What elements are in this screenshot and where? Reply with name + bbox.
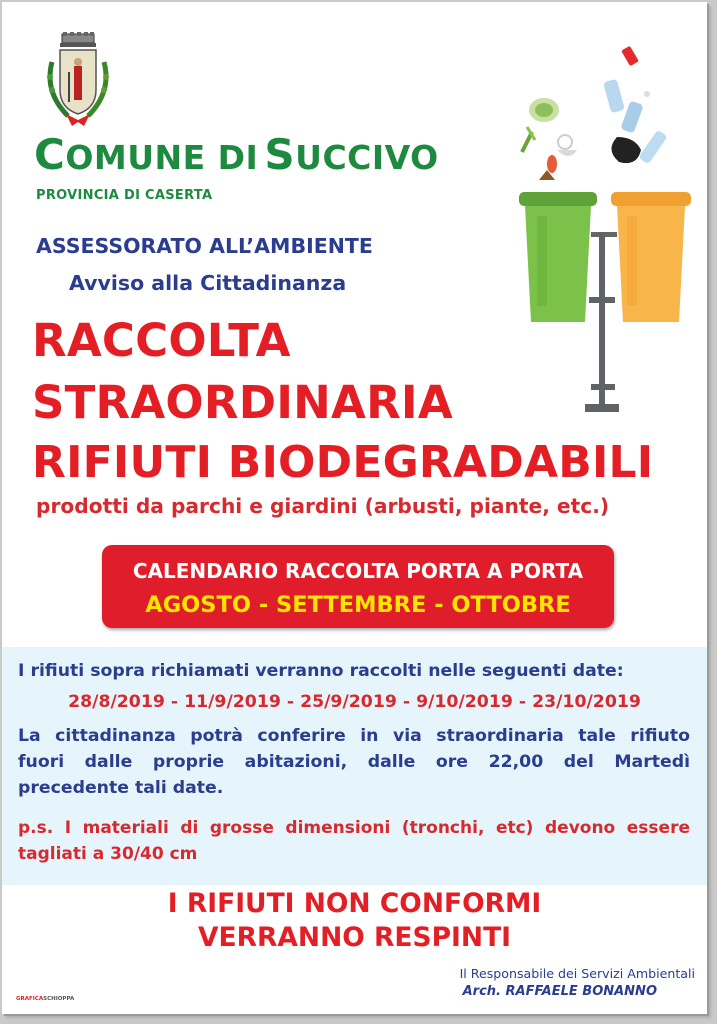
- signature-role: Il Responsabile dei Servizi Ambientali: [459, 966, 695, 981]
- calendar-box: [102, 545, 614, 628]
- recycling-bins-illustration: [507, 42, 707, 422]
- comune-initial-s: S: [264, 130, 296, 179]
- calendar-months: AGOSTO - SETTEMBRE - OTTOBRE: [145, 592, 571, 618]
- info-paragraph-line-3: precedente tali date.: [18, 778, 224, 798]
- title-line-1: RACCOLTA: [32, 314, 291, 367]
- poster: [2, 2, 707, 1014]
- signature-name: Arch. RAFFAELE BONANNO: [462, 984, 657, 999]
- comune-initial-c: C: [34, 130, 66, 179]
- subtitle: prodotti da parchi e giardini (arbusti, piante, etc.): [36, 494, 610, 518]
- title-line-3: RIFIUTI BIODEGRADABILI: [32, 437, 654, 488]
- info-intro: I rifiuti sopra richiamati verranno raccolti nelle seguenti date:: [18, 661, 624, 681]
- graphic-credit: [16, 996, 74, 1002]
- avviso-heading: Avviso alla Cittadinanza: [69, 271, 347, 295]
- green-bin-icon: [519, 192, 597, 322]
- graphic-credit-part-1: GRAFICA: [16, 996, 44, 1002]
- graphic-credit-part-2: SCHIOPPA: [43, 996, 75, 1002]
- info-paragraph-line-1: La cittadinanza potrà conferire in via straordinaria tale rifiuto: [18, 726, 690, 746]
- calendar-heading: CALENDARIO RACCOLTA PORTA A PORTA: [132, 559, 584, 583]
- warning-line-1: I RIFIUTI NON CONFORMI: [167, 888, 542, 919]
- ps-note-line-1: p.s. I materiali di grosse dimensioni (tronchi, etc) devono essere: [18, 818, 690, 838]
- comune-title: [34, 130, 439, 179]
- info-paragraph: [18, 723, 690, 801]
- waste-items-icon: [522, 46, 668, 180]
- comune-rest-2: UCCIVO: [295, 138, 439, 177]
- info-paragraph-line-2: fuori dalle proprie abitazioni, dalle ore 22,00 del Martedì: [18, 752, 690, 772]
- title-line-2: STRAORDINARIA: [32, 376, 453, 429]
- assessorato-heading: ASSESSORATO ALL’AMBIENTE: [36, 234, 373, 258]
- collection-dates: 28/8/2019 - 11/9/2019 - 25/9/2019 - 9/10/2019 - 23/10/2019: [68, 692, 641, 712]
- ps-note-line-2: tagliati a 30/40 cm: [18, 844, 198, 864]
- orange-bin-icon: [611, 192, 691, 322]
- coat-of-arms-icon: [38, 32, 118, 128]
- comune-rest-1: OMUNE DI: [65, 138, 259, 177]
- warning-line-2: VERRANNO RESPINTI: [197, 922, 512, 953]
- ps-note: [18, 815, 690, 867]
- provincia-label: PROVINCIA DI CASERTA: [36, 188, 213, 203]
- info-box: [2, 647, 707, 885]
